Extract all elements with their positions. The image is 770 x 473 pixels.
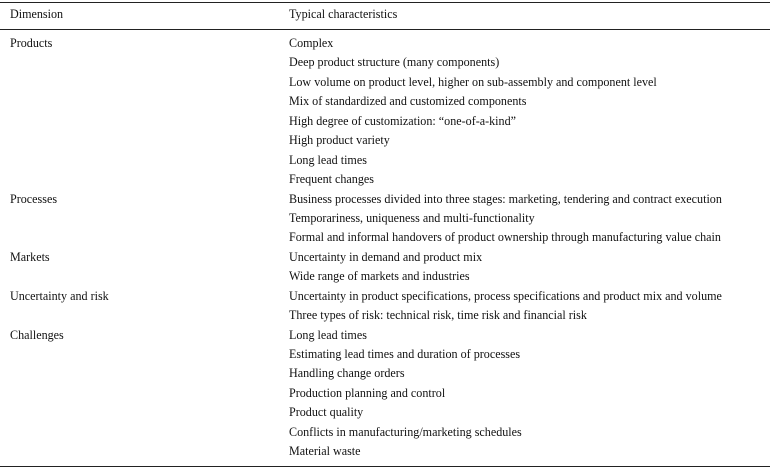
- column-header-dimension: Dimension: [10, 7, 64, 21]
- characteristic-item: Formal and informal handovers of product ownership through manufacturing value chain: [289, 230, 721, 245]
- characteristic-item: Long lead times: [289, 327, 367, 342]
- characteristic-item: Handling change orders: [289, 366, 405, 381]
- characteristic-item: High degree of customization: “one-of-a-kind”: [289, 113, 517, 128]
- table-row: [0, 190, 770, 248]
- characteristics-cell: [289, 287, 770, 326]
- dimension-cell: Products: [10, 36, 53, 50]
- dimension-cell: Uncertainty and risk: [10, 288, 109, 303]
- table-row: [0, 287, 770, 326]
- table-body: [0, 34, 770, 462]
- dimension-cell: Challenges: [10, 327, 64, 342]
- table-row: [0, 326, 770, 462]
- characteristic-item: Conflicts in manufacturing/marketing schedules: [289, 424, 522, 439]
- characteristic-item: Mix of standardized and customized components: [289, 94, 527, 109]
- characteristic-item: Uncertainty in product specifications, process specifications and product mix and volume: [289, 288, 722, 303]
- characteristics-cell: [289, 248, 770, 287]
- bottom-rule: [0, 466, 770, 467]
- characteristic-item: Three types of risk: technical risk, time risk and financial risk: [289, 308, 587, 323]
- characteristic-item: Deep product structure (many components): [289, 55, 500, 70]
- characteristic-item: Wide range of markets and industries: [289, 269, 470, 284]
- table-row: [0, 34, 770, 190]
- characteristic-item: Complex: [289, 36, 334, 50]
- characteristic-item: Business processes divided into three stages: marketing, tendering and contract execution: [289, 191, 722, 206]
- characteristic-item: Frequent changes: [289, 172, 374, 187]
- header-rule: [0, 29, 770, 30]
- table-row: [0, 248, 770, 287]
- characteristics-cell: [289, 34, 770, 190]
- characteristic-item: Production planning and control: [289, 385, 446, 400]
- characteristic-item: Material waste: [289, 444, 361, 459]
- characteristic-item: Temporariness, uniqueness and multi-functionality: [289, 210, 535, 225]
- dimension-cell: Processes: [10, 191, 58, 206]
- characteristics-cell: [289, 190, 770, 248]
- characteristic-item: Uncertainty in demand and product mix: [289, 249, 483, 264]
- characteristic-item: Long lead times: [289, 152, 367, 167]
- top-rule: [0, 2, 770, 3]
- characteristics-cell: [289, 326, 770, 462]
- dimension-cell: Markets: [10, 249, 50, 264]
- characteristic-item: Product quality: [289, 405, 364, 420]
- characteristic-item: High product variety: [289, 133, 390, 148]
- table-header-row: [0, 5, 770, 25]
- characteristic-item: Low volume on product level, higher on sub-assembly and component level: [289, 74, 657, 89]
- column-header-characteristics: Typical characteristics: [289, 7, 398, 21]
- characteristic-item: Estimating lead times and duration of processes: [289, 347, 521, 361]
